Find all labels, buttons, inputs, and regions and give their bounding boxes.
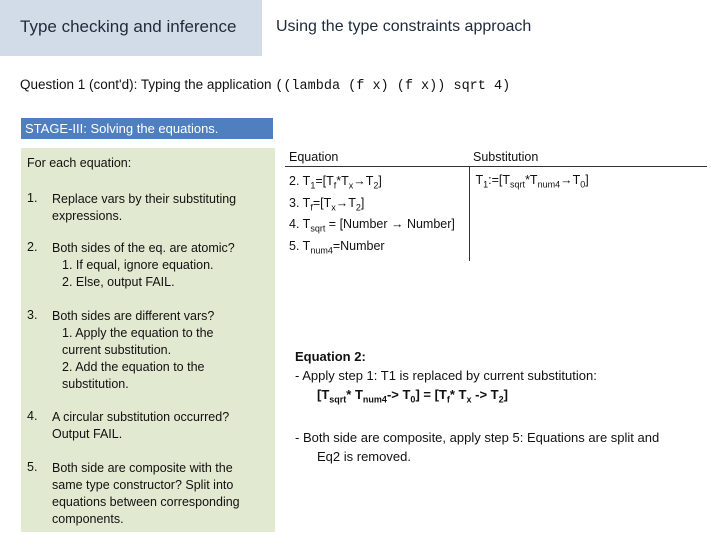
equation-4: 4. $T_{sqrt}$ = [Number → Number]	[289, 217, 455, 234]
slide-header	[0, 0, 720, 56]
equation-3: 3. $T_f=[T_x\to T_2]$	[289, 195, 365, 212]
stage-label: STAGE-III: Solving the equations.	[21, 118, 273, 139]
equation-2-step1: - Apply step 1: T1 is replaced by current substitution:	[295, 368, 597, 383]
step-5-number: 5.	[27, 460, 38, 474]
step-2-sub-b: 2. Else, output FAIL.	[62, 275, 175, 289]
equation-list	[285, 167, 469, 262]
equation-2-explanation	[295, 347, 677, 466]
step-2-number: 2.	[27, 240, 38, 254]
question-label: Question 1 (cont'd): Typing the application	[20, 77, 276, 92]
steps-heading: For each equation:	[27, 156, 132, 170]
equation-5: 5. $T_{num4}=Number$	[289, 238, 385, 255]
substitution-1: $T_1:=[T_{sqrt}*T_{num4}\to T_0]$	[475, 173, 589, 190]
step-1-text: Replace vars by their substituting expressions.	[52, 192, 237, 223]
question-code: ((lambda (f x) (f x)) sqrt 4)	[275, 79, 511, 94]
substitution-cell	[469, 167, 707, 262]
question-line	[20, 77, 510, 94]
equation-2-step5: - Both side are composite, apply step 5: Equations are split and Eq2 is removed.	[295, 429, 660, 464]
col-substitution-header: Substitution	[469, 148, 707, 167]
slide-subtitle: Using the type constraints approach	[276, 18, 532, 35]
step-1-number: 1.	[27, 191, 38, 205]
step-2-sub-a: 1. If equal, ignore equation.	[62, 258, 214, 272]
step-2-text: Both sides of the eq. are atomic?	[52, 241, 235, 255]
equations-table	[285, 148, 707, 261]
step-3-number: 3.	[27, 308, 38, 322]
step-4-number: 4.	[27, 409, 38, 423]
step-3-text: Both sides are different vars?	[52, 309, 215, 323]
equation-2: 2. $T_1=[T_f*T_x\to T_2]$	[289, 174, 382, 191]
step-4-text: A circular substitution occurred? Output FAIL.	[52, 410, 230, 441]
equation-2-result: [$T_{sqrt}*$ $T_{num4}-> T_0] = [T_f*$ $T_x -> T_2$]	[317, 387, 508, 405]
step-3-sub-a: 1. Apply the equation to the current substitution.	[62, 326, 214, 357]
equation-2-heading: Equation 2:	[295, 349, 366, 364]
col-equation-header: Equation	[285, 148, 469, 167]
slide-title: Type checking and inference	[20, 17, 237, 36]
step-3-sub-b: 2. Add the equation to the substitution.	[62, 360, 205, 391]
step-5-text: Both side are composite with the same type constructor? Split into equations between corresponding components.	[52, 461, 240, 526]
